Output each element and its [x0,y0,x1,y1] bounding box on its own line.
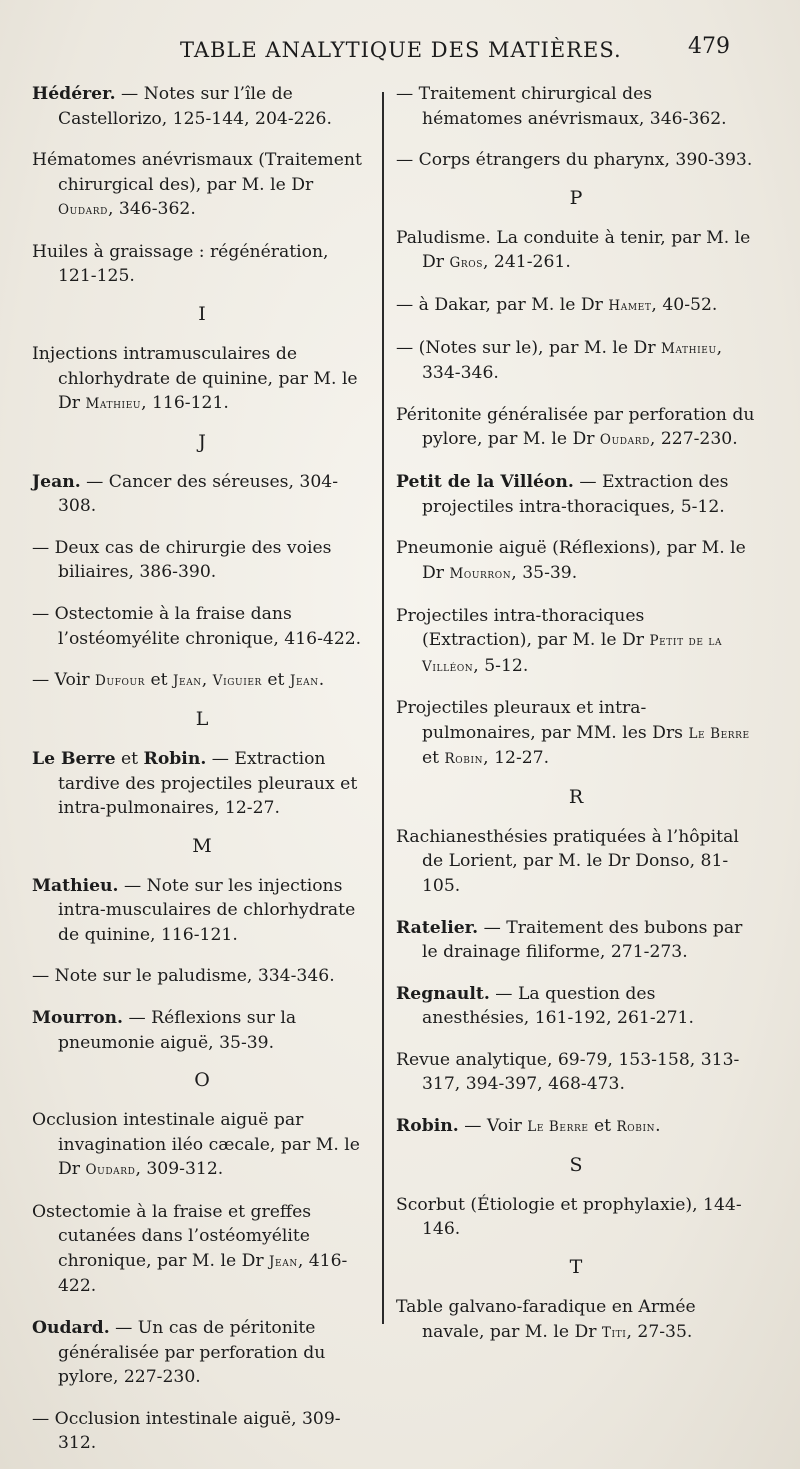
index-entry-traitement-hematomes: — Traitement chirurgical des hématomes anévrismaux, 346-362. [396,84,727,129]
running-head: TABLE ANALYTIQUE DES MATIÈRES. [180,38,622,62]
index-entry-projectiles-pleuraux: Projectiles pleuraux et intra-pulmonaires, par MM. les Drs Le Berre et Robin, 12-27. [396,698,750,769]
index-entry-occlusion: Occlusion intestinale aiguë par invagination iléo cæcale, par M. le Dr Oudard, 309-312. [32,1110,360,1180]
index-entry-ostectomie: Ostectomie à la fraise et greffes cutanées dans l’ostéomyélite chronique, par M. le Dr Jean, 416-422. [32,1201,348,1297]
index-entry-revue-analytique: Revue analytique, 69-79, 153-158, 313-317, 394-397, 468-473. [396,1049,740,1095]
index-entry-rachianesthesies: Rachianesthésies pratiquées à l’hôpital de Lorient, par M. le Dr Donso, 81-105. [396,826,739,896]
index-entry-mathieu-paludisme: — Note sur le paludisme, 334-346. [32,966,335,987]
section-letter-s: S [569,1153,583,1176]
index-entry-hematomes: Hématomes anévrismaux (Traitement chirurgical des), par M. le Dr Oudard, 346-362. [32,150,362,220]
section-letter-t: T [569,1255,583,1278]
index-entry-scorbut: Scorbut (Étiologie et prophylaxie), 144-146. [396,1194,742,1240]
index-entry-table-galvano: Table galvano-faradique en Armée navale, par M. le Dr Titi, 27-35. [396,1297,696,1342]
index-entry-jean-voir: — Voir Dufour et Jean, Viguier et Jean. [32,670,325,691]
right-column [396,82,756,1354]
index-entry-injections: Injections intramusculaires de chlorhydrate de quinine, par M. le Dr Mathieu, 116-121. [32,344,358,414]
section-letter-p: P [569,186,583,209]
index-entry-jean-ostectomie: — Ostectomie à la fraise dans l’ostéomyélite chronique, 416-422. [32,604,362,649]
column-divider [382,92,384,1324]
index-entry-jean-voies-biliaires: — Deux cas de chirurgie des voies biliaires, 386-390. [32,537,332,583]
index-entry-oudard-occlusion: — Occlusion intestinale aiguë, 309-312. [32,1408,341,1454]
section-letter-o: O [194,1069,210,1092]
index-entry-oudard: Oudard. — Un cas de péritonite généralisée par perforation du pylore, 227-230. [32,1318,326,1388]
index-entry-corps-etrangers: — Corps étrangers du pharynx, 390-393. [396,150,753,171]
section-letter-m: M [192,834,212,857]
page-number: 479 [688,34,730,59]
section-letter-r: R [568,785,584,808]
index-entry-jean: Jean. — Cancer des séreuses, 304-308. [32,471,339,517]
index-entry-huiles: Huiles à graissage : régénération, 121-125. [32,241,329,287]
index-entry-paludisme-dakar: — à Dakar, par M. le Dr Hamet, 40-52. [396,295,718,316]
index-entry-mourron: Mourron. — Réflexions sur la pneumonie aiguë, 35-39. [32,1008,297,1053]
index-entry-projectiles-thoraciques: Projectiles intra-thoraciques (Extraction), par M. le Dr Petit de la Villéon, 5-12. [396,605,723,676]
index-entry-petit-de-la-villeon: Petit de la Villéon. — Extraction des projectiles intra-thoraciques, 5-12. [396,472,729,517]
left-column [32,82,372,1465]
index-entry-peritonite: Péritonite généralisée par perforation du pylore, par M. le Dr Oudard, 227-230. [396,404,755,450]
index-entry-mathieu: Mathieu. — Note sur les injections intra-musculaires de chlorhydrate de quinine, 116-121. [32,875,356,945]
index-entry-pneumonie: Pneumonie aiguë (Réflexions), par M. le Dr Mourron, 35-39. [396,538,746,583]
index-entry-ratelier: Ratelier. — Traitement des bubons par le drainage filiforme, 271-273. [396,917,743,963]
index-entry-paludisme-notes: — (Notes sur le), par M. le Dr Mathieu, 334-346. [396,337,723,384]
index-entry-robin: Robin. — Voir Le Berre et Robin. [396,1116,661,1137]
index-entry-hederer: Hédérer. — Notes sur l’île de Castellorizo, 125-144, 204-226. [32,84,332,129]
index-entry-regnault: Regnault. — La question des anesthésies, 161-192, 261-271. [396,983,694,1029]
section-letter-l: L [195,707,209,730]
section-letter-i: I [198,302,206,325]
section-letter-j: J [198,430,206,453]
index-entry-paludisme: Paludisme. La conduite à tenir, par M. le Dr Gros, 241-261. [396,227,751,273]
index-entry-le-berre-robin: Le Berre et Robin. — Extraction tardive des projectiles pleuraux et intra-pulmonaires, 12-27. [32,749,358,818]
